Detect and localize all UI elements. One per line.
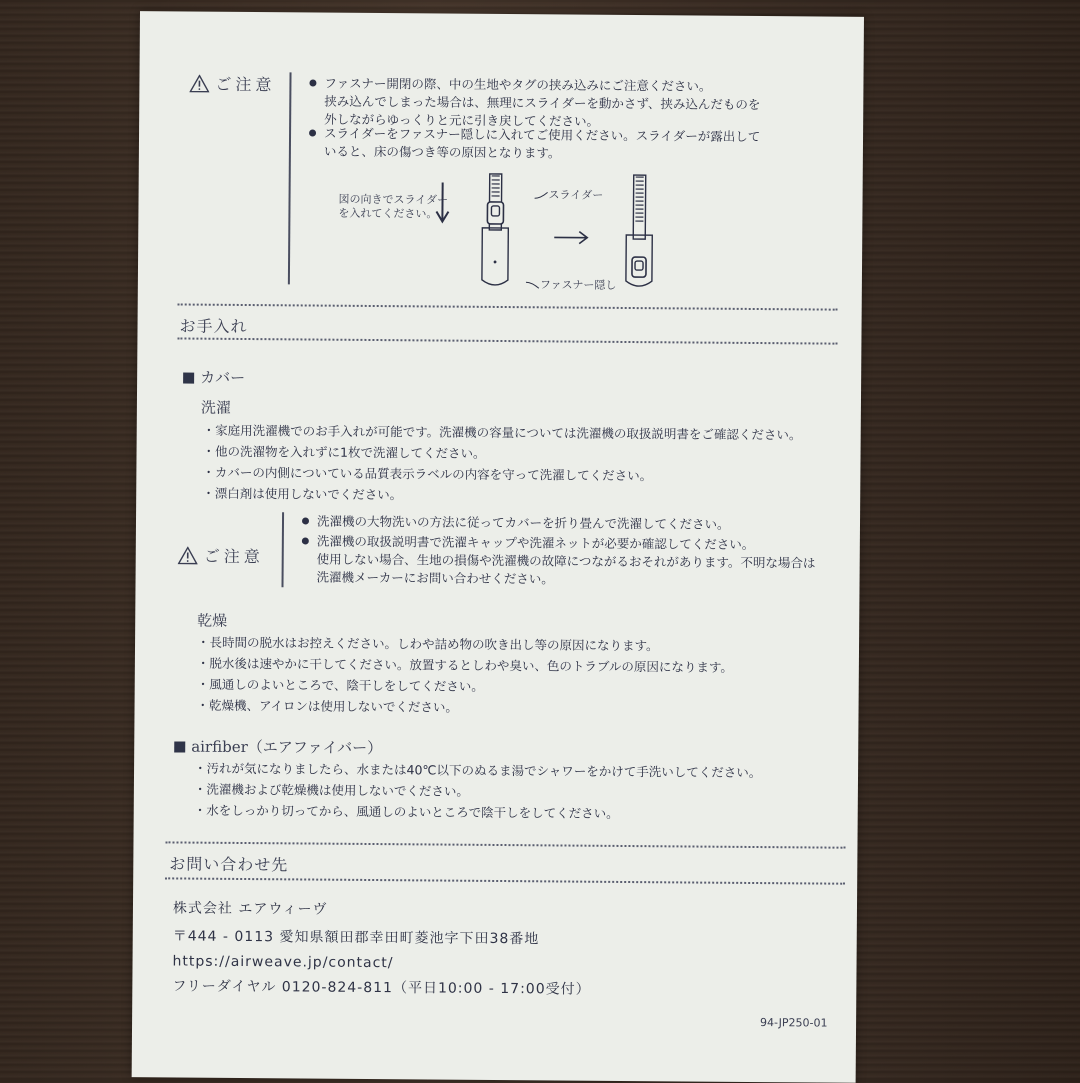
caution-heading [189, 72, 275, 97]
zipper-before-icon [478, 172, 515, 290]
list-item: ・脱水後は速やかに干してください。放置するとしわや臭い、色のトラブルの原因になります。 [197, 653, 733, 678]
list-item: ・乾燥機、アイロンは使用しないでください。 [196, 695, 732, 720]
caution-label: ご注意 [204, 547, 264, 566]
right-arrow-icon [553, 230, 589, 244]
list-item: ・カバーの内側についている品質表示ラベルの内容を守って洗濯してください。 [202, 462, 801, 488]
caution-heading [178, 543, 264, 568]
caution-bullet: スライダーをファスナー隠しに入れてご使用ください。スライダーが露出して いると、床の傷つき等の原因となります。 [309, 124, 761, 164]
list-item: ・水をしっかり切ってから、風通しのよいところで陰干しをしてください。 [194, 800, 761, 825]
list-item: ・漂白剤は使用しないでください。 [202, 483, 801, 509]
document-code: 94-JP250-01 [760, 1016, 828, 1030]
airfiber-list [194, 758, 762, 825]
caution-divider [281, 512, 283, 587]
hider-label: ファスナー隠し [526, 276, 617, 293]
caution-bullet: ファスナー開閉の際、中の生地やタグの挟み込みにご注意ください。 挟み込んでしまった場合は、無理にスライダーを動かさず、挟み込んだものを 外しながらゆっくりと元に引き戻してください。 [309, 74, 761, 132]
company-name: 株式会社 エアウィーヴ [173, 897, 328, 918]
square-bullet-icon [174, 741, 185, 752]
divider-dotted [165, 877, 845, 884]
bullet-icon [302, 537, 309, 544]
list-item: ・家庭用洗濯機でのお手入れが可能です。洗濯機の容量については洗濯機の取扱説明書をご確認ください。 [203, 420, 802, 446]
zipper-diagram [338, 163, 679, 296]
caution-divider [288, 72, 291, 284]
divider-dotted [178, 303, 838, 310]
list-item: ・長時間の脱水はお控えください。しわや詰め物の吹き出し等の原因になります。 [197, 632, 733, 657]
list-item: ・他の洗濯物を入れずに1枚で洗濯してください。 [202, 441, 801, 467]
square-bullet-icon [183, 373, 194, 384]
bullet-icon [302, 517, 309, 524]
divider-dotted [165, 841, 845, 848]
caution-label: ご注意 [215, 75, 275, 94]
instruction-sheet [132, 11, 864, 1083]
down-arrow-icon [434, 181, 450, 223]
warning-icon [189, 74, 209, 96]
diagram-instruction: 図の向きでスライダー を入れてください。 [338, 193, 448, 222]
caution-bullet: 洗濯機の大物洗いの方法に従ってカバーを折り畳んで洗濯してください。 [302, 512, 730, 533]
dry-heading: 乾燥 [197, 610, 227, 631]
zipper-after-icon [622, 173, 659, 291]
cover-heading: カバー [183, 367, 245, 388]
contact-title: お問い合わせ先 [169, 851, 288, 875]
care-title: お手入れ [179, 313, 247, 337]
caution-bullet: 洗濯機の取扱説明書で洗濯キャップや洗濯ネットが必要か確認してください。 使用しない場合、生地の損傷や洗濯機の故障につながるおそれがあります。不明な場合は 洗濯機メーカーにお問い合わせください。 [301, 532, 815, 590]
freedial: フリーダイヤル 0120-824-811（平日10:00 - 17:00受付） [172, 975, 590, 998]
wash-list [202, 420, 801, 509]
bullet-icon [309, 79, 316, 86]
list-item: ・汚れが気になりましたら、水または40℃以下のぬるま湯でシャワーをかけて手洗いしてください。 [194, 758, 761, 783]
contact-url[interactable]: https://airweave.jp/contact/ [172, 953, 393, 971]
warning-icon [178, 546, 198, 568]
list-item: ・洗濯機および乾燥機は使用しないでください。 [194, 779, 761, 804]
wash-heading: 洗濯 [201, 397, 231, 418]
dry-list [196, 632, 733, 720]
airfiber-heading: airfiber（エアファイバー） [174, 735, 382, 758]
slider-label: スライダー [535, 186, 604, 203]
bullet-icon [309, 129, 316, 136]
list-item: ・風通しのよいところで、陰干しをしてください。 [197, 674, 733, 699]
divider-dotted [177, 337, 837, 344]
address: 〒444 - 0113 愛知県額田郡幸田町菱池字下田38番地 [173, 925, 540, 948]
